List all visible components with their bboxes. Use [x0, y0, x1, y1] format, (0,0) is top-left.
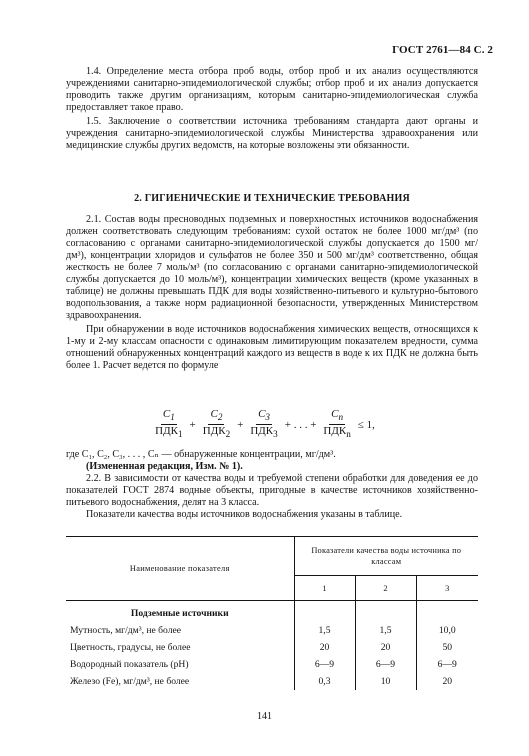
- cell-value: 1,5: [355, 622, 416, 639]
- where-line: где C₁, C₂, C₃, . . . , Cₙ — обнаруженные концентрации, мг/дм³.: [66, 449, 336, 460]
- water-quality-table: [66, 536, 478, 690]
- row-label: Мутность, мг/дм³, не более: [66, 622, 294, 639]
- fraction-3: $\frac{C_3}{ПДК_3}$: [250, 408, 278, 440]
- col-header-classes: Показатели качества воды источника по классам: [294, 537, 478, 576]
- paragraph-table-intro: Показатели качества воды источников водоснабжения указаны в таблице.: [86, 509, 403, 520]
- paragraph-2-1: 2.1. Состав воды пресноводных подземных и поверхностных источников водоснабжения должен соответствовать следующим требованиям: сухой остаток не более 1000 мг/дм³ (по согласованию с органами санитарно-эпидемиологической службы допускается до 1500 мг/дм³), концентрации хлоридов и сульфатов не более 350 и 500 мг/дм³ соответственно, общая жесткость не более 7 моль/м³ (по согласованию с органами санитарно-эпидемиологической службы допускается до 10 моль/м³), концентрации химических веществ (кроме указанных в таблице) не должны превышать ПДК для воды хозяйственно-питьевого и культурно-бытового водопользования, а также норм радиационной безопасности, утвержденных Министерством здравоохранения.: [66, 214, 478, 321]
- cell-value: 20: [355, 639, 416, 656]
- clause-2-2-section: [66, 449, 478, 521]
- sum-formula: $\frac{C_1}{ПДК_1}$ + $\frac{C_2}{ПДК_2}$ + $\frac{C_3}{ПДК_3}$ + . . . + $\frac{C_n}{ПДК_n}$ ≤ 1,: [155, 408, 375, 440]
- page-header: ГОСТ 2761—84 С. 2: [392, 44, 493, 56]
- fraction-1: $\frac{C_1}{ПДК_1}$: [155, 408, 183, 440]
- paragraph-1-4: 1.4. Определение места отбора проб воды, отбор проб и их анализ осуществляются учреждениями санитарно-эпидемиологической службы; отбор проб и их анализ допускается проводить также другим организациям, которым санитарно-эпидемиологическая служба предоставляет такое право.: [66, 66, 478, 113]
- cell-value: 20: [442, 676, 453, 687]
- table-row: [66, 622, 478, 639]
- page-number: 141: [257, 711, 272, 722]
- fraction-n: $\frac{C_n}{ПДК_n}$: [323, 408, 351, 440]
- amendment-note: (Измененная редакция, Изм. № 1).: [86, 461, 243, 472]
- paragraph-hazard-classes: При обнаружении в воде источников водоснабжения химических веществ, относящихся к 1-му и 2-му классам опасности с одинаковым лимитирующим показателем вредности, сумма отношений обнаруженных концентраций каждого из веществ в воде к их ПДК не должна быть более 1. Расчет ведется по формуле: [66, 324, 478, 371]
- col-header-class-2: 2: [355, 576, 416, 601]
- table-row: [66, 639, 478, 656]
- cell-value: 1,5: [294, 622, 355, 639]
- cell-value: 6—9: [437, 659, 457, 670]
- row-label: Железо (Fe), мг/дм³, не более: [66, 673, 294, 690]
- section-title: 2. ГИГИЕНИЧЕСКИЕ И ТЕХНИЧЕСКИЕ ТРЕБОВАНИЯ: [134, 193, 410, 204]
- table-row: [66, 656, 478, 673]
- paragraph-1-5: 1.5. Заключение о соответствии источника требованиям стандарта дают органы и учреждения санитарно-эпидемиологической службы Министерства здравоохранения или медицинские службы других ведомств, на которые возложены эти обязанности.: [66, 116, 478, 151]
- paragraph-2-2: 2.2. В зависимости от качества воды и требуемой степени обработки для доведения ее до показателей ГОСТ 2874 водные объекты, пригодные в качестве источников хозяйственно-питьевого водоснабжения, делят на 3 класса.: [66, 473, 478, 508]
- col-header-class-1: 1: [294, 576, 355, 601]
- cell-value: 20: [294, 639, 355, 656]
- cell-value: 10: [355, 673, 416, 690]
- table-subheading: Подземные источники: [66, 601, 294, 623]
- cell-value: 6—9: [294, 656, 355, 673]
- cell-value: 6—9: [355, 656, 416, 673]
- col-header-class-3: 3: [416, 576, 478, 601]
- table-row: [66, 673, 478, 690]
- intro-section: [66, 66, 478, 152]
- col-header-name: Наименование показателя: [66, 537, 294, 601]
- cell-value: 0,3: [294, 673, 355, 690]
- row-label: Цветность, градусы, не более: [66, 639, 294, 656]
- fraction-2: $\frac{C_2}{ПДК_2}$: [202, 408, 231, 440]
- requirements-section: [66, 214, 478, 372]
- row-label: Водородный показатель (pH): [66, 656, 294, 673]
- cell-value: 50: [442, 642, 453, 653]
- cell-value: 10,0: [438, 625, 456, 636]
